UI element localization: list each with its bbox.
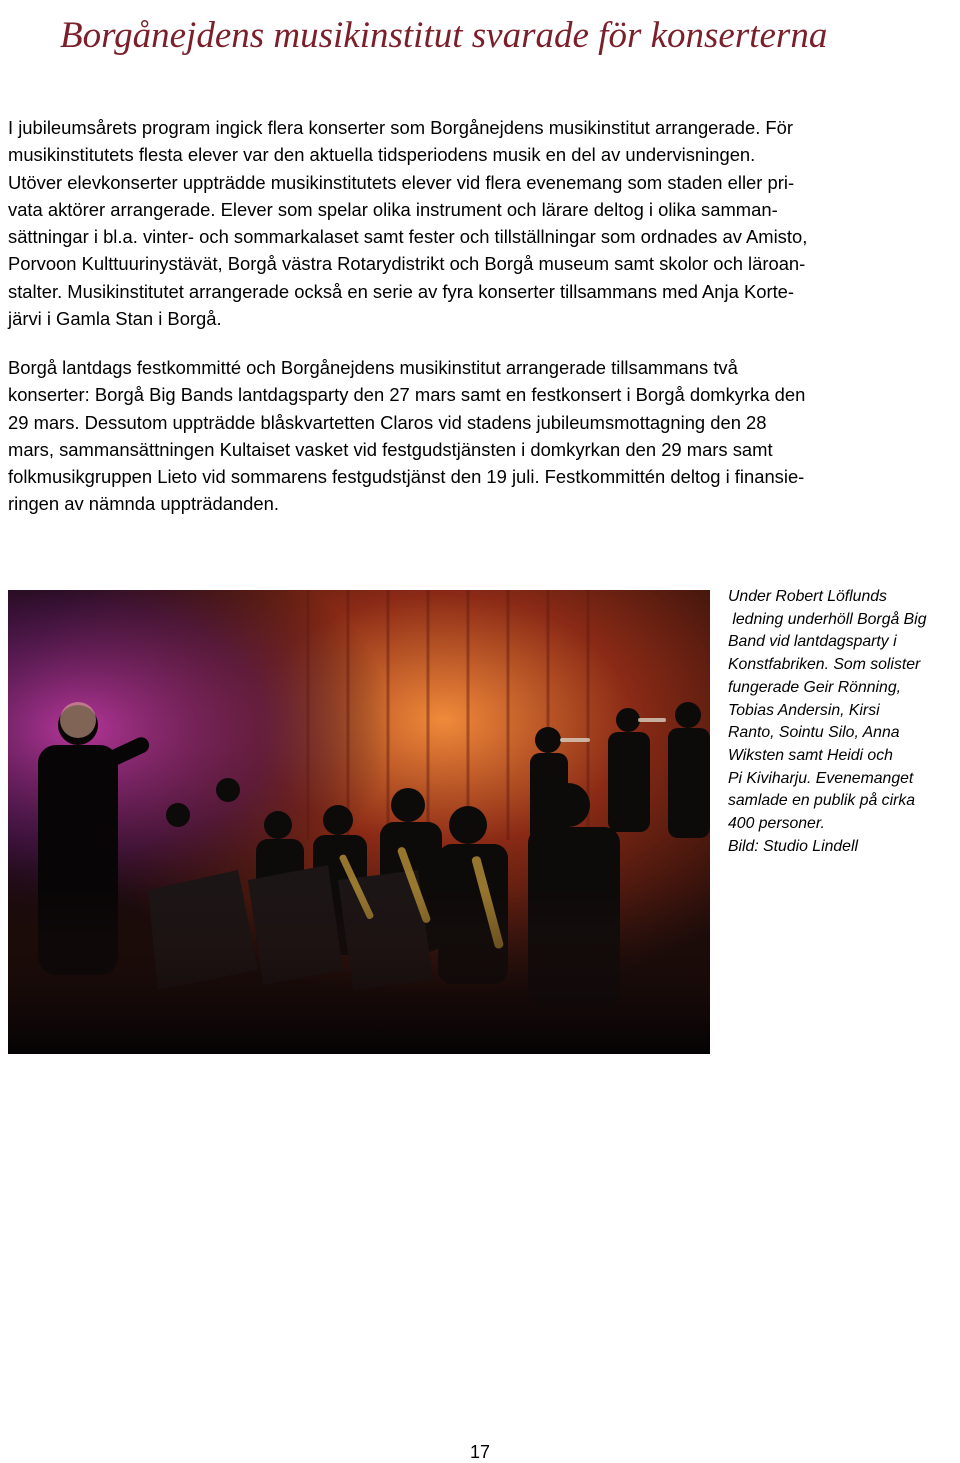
text-line: stalter. Musikinstitutet arrangerade också en serie av fyra konserter tillsammans med Anja Korte- — [8, 280, 795, 302]
text-line: 29 mars. Dessutom uppträdde blåskvartetten Claros vid stadens jubileumsmottagning den 28 — [8, 411, 767, 433]
caption-line: Pi Kiviharju. Evenemanget — [728, 769, 914, 787]
text-line: mars, sammansättningen Kultaiset vasket vid festgudstjänsten i domkyrkan den 29 mars samt — [8, 438, 773, 460]
text-line: ringen av nämnda uppträdanden. — [8, 493, 279, 515]
text-line: Porvoon Kulttuurinystävät, Borgå västra Rotarydistrikt och Borgå museum samt skolor och läroan- — [8, 253, 806, 275]
concert-photo — [8, 590, 710, 1054]
conductor-face — [60, 702, 96, 738]
caption-line: Konstfabriken. Som solister — [728, 656, 921, 674]
stage-floor — [8, 890, 710, 1054]
caption-line: samlade en publik på cirka — [728, 792, 916, 810]
text-line: sättningar i bl.a. vinter- och sommarkalaset samt fester och tillställningar som ordnades av Amisto, — [8, 226, 808, 248]
caption-line: Under Robert Löflunds — [728, 588, 887, 605]
caption-line: ledning underhöll Borgå Big — [728, 610, 927, 628]
page-title: Borgånejdens musikinstitut svarade för konserterna — [60, 15, 828, 56]
caption-line: Tobias Andersin, Kirsi — [728, 701, 880, 719]
page-number: 17 — [469, 1442, 491, 1462]
photo-caption — [728, 586, 960, 858]
caption-line: Band vid lantdagsparty i — [728, 633, 897, 651]
text-line: Borgå lantdags festkommitté och Borgånejdens musikinstitut arrangerade tillsammans två — [8, 357, 738, 378]
caption-line: Bild: Studio Lindell — [728, 837, 858, 855]
caption-line: Wiksten samt Heidi och — [728, 746, 893, 764]
text-line: Utöver elevkonserter uppträdde musikinstitutets elever vid flera evenemang som staden eller pri- — [8, 171, 795, 193]
text-line: konserter: Borgå Big Bands lantdagsparty den 27 mars samt en festkonsert i Borgå domkyrka den — [8, 384, 806, 406]
text-line: vata aktörer arrangerade. Elever som spelar olika instrument och lärare deltog i olika samman- — [8, 198, 778, 220]
body-paragraph-1 — [8, 114, 956, 332]
text-line: musikinstitutets flesta elever var den aktuella tidsperiodens musik en del av undervisningen. — [8, 144, 756, 166]
text-line: I jubileumsårets program ingick flera konserter som Borgånejdens musikinstitut arrangerade. För — [8, 117, 794, 138]
caption-line: Ranto, Sointu Silo, Anna — [728, 724, 900, 742]
caption-line: fungerade Geir Rönning, — [728, 678, 902, 696]
text-line: järvi i Gamla Stan i Borgå. — [8, 308, 222, 330]
caption-line: 400 personer. — [728, 815, 825, 833]
text-line: folkmusikgruppen Lieto vid sommarens festgudstjänst den 19 juli. Festkommittén deltog i finansie- — [8, 466, 805, 488]
body-paragraph-2 — [8, 354, 956, 518]
